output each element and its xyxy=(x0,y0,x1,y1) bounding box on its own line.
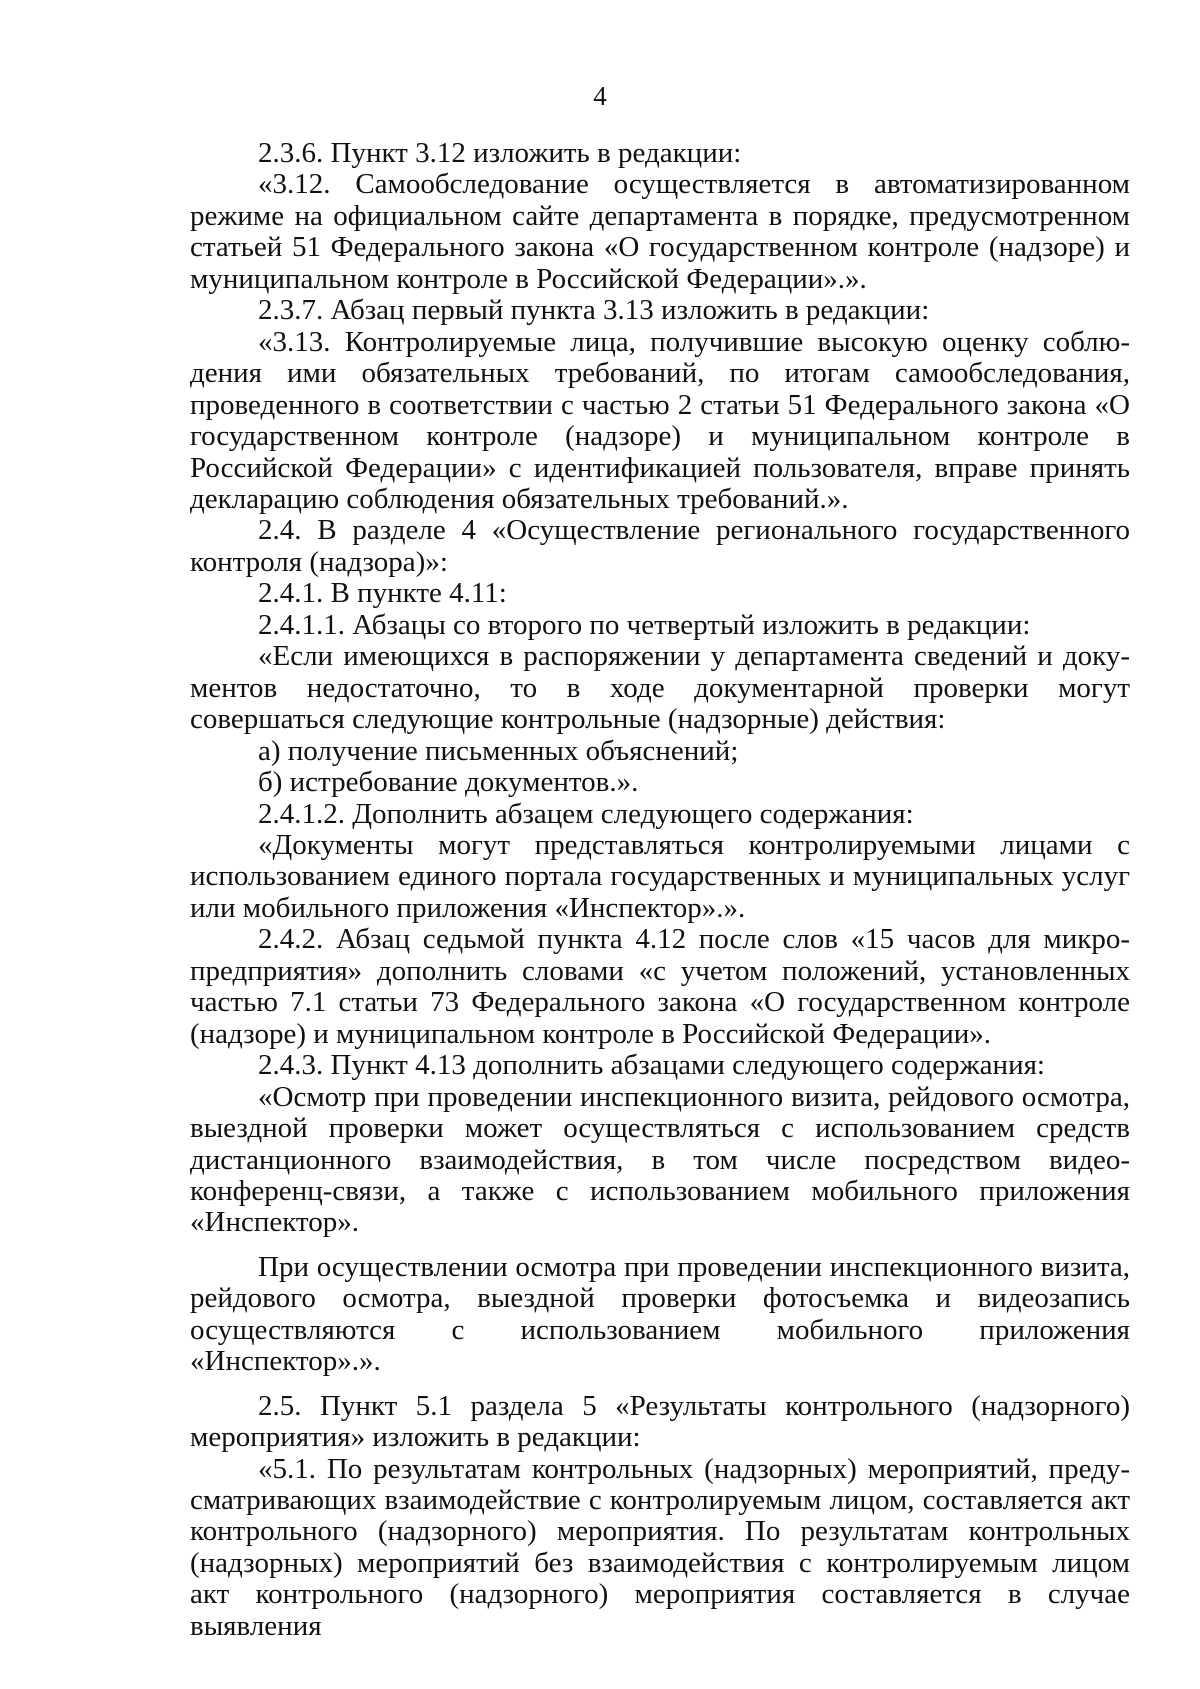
list-item-a: а) получение письменных объяснений; xyxy=(258,734,739,767)
paragraph-3-12-text: «3.12. Самообследование осуществляется в автоматизированном режиме на официальном сайте департамента в порядке, предусмотренном статьей 51 Федерального закона «О государственном контроле (надзоре) и муниципальном контроле в Российской Федерации».». xyxy=(190,168,1130,295)
paragraph-2-5: 2.5. Пункт 5.1 раздела 5 «Результаты контрольного (надзорного) мероприятия» изложить в редакции: xyxy=(190,1389,1130,1454)
paragraph-2-4-3: 2.4.3. Пункт 4.13 дополнить абзацами следующего содержания: xyxy=(258,1049,1045,1082)
document-body xyxy=(190,138,1130,1642)
paragraph-5-1-text: «5.1. По результатам контрольных (надзорных) мероприятий, предусматривающих взаимодействие с контролируемым лицом, составляется акт контрольного (надзорного) мероприятия. По результатам контрольных (надзорных) мероприятий без взаимодействия с контролируемым лицом акт контрольного (надзорного) мероприятия составляется в случае выявления xyxy=(190,1452,1130,1642)
paragraph-4-11-text: «Если имеющихся в распоряжении у департамента сведений и документов недостаточно, то в ходе документарной проверки могут совершаться следующие контрольные (надзорные) действия: xyxy=(190,640,1130,736)
paragraph-2-3-6: 2.3.6. Пункт 3.12 изложить в редакции: xyxy=(258,137,742,169)
paragraph-inspection-text: «Осмотр при проведении инспекционного визита, рейдового осмотра, выездной проверки может осуществляться с использованием средств дистанционного взаимодействия, в том числе посредством видео-конференц-связи, а также с использованием мобильного приложения «Инспектор». xyxy=(190,1080,1130,1239)
list-item-b: б) истребование документов.». xyxy=(258,766,639,799)
paragraph-3-13-text: «3.13. Контролируемые лица, получившие высокую оценку соблюдения ими обязательных требований, по итогам самообследования, проведенного в соответствии с частью 2 статьи 51 Федерального закона «О государственном контроле (надзоре) и муниципальном контроле в Российской Федерации» с идентификацией пользователя, вправе принять декларацию соблюдения обязательных требований.». xyxy=(190,325,1130,515)
paragraph-2-3-7: 2.3.7. Абзац первый пункта 3.13 изложить в редакции: xyxy=(258,294,930,327)
paragraph-2-4-1-1: 2.4.1.1. Абзацы со второго по четвертый изложить в редакции: xyxy=(258,608,1031,641)
paragraph-2-4: 2.4. В разделе 4 «Осуществление регионального государственного контроля (надзора)»: xyxy=(190,514,1130,578)
page-number: 4 xyxy=(593,81,607,111)
paragraph-2-4-1-2: 2.4.1.2. Дополнить абзацем следующего содержания: xyxy=(258,797,914,830)
paragraph-2-4-2: 2.4.2. Абзац седьмой пункта 4.12 после слов «15 часов для микропредприятия» дополнить словами «с учетом положений, установленных частью 7.1 статьи 73 Федерального закона «О государственном контроле (надзоре) и муниципальном контроле в Российской Федерации». xyxy=(190,923,1130,1050)
paragraph-2-4-1: 2.4.1. В пункте 4.11: xyxy=(258,577,507,610)
paragraph-documents-text: «Документы могут представляться контролируемыми лицами с использованием единого портала государственных и муниципальных услуг или мобильного приложения «Инспектор».». xyxy=(190,828,1130,924)
paragraph-photo-video-text: При осуществлении осмотра при проведении инспекционного визита, рейдового осмотра, выездной проверки фотосъемка и видеозапись осуществляются с использованием мобильного приложения «Инспектор».». xyxy=(190,1250,1130,1378)
